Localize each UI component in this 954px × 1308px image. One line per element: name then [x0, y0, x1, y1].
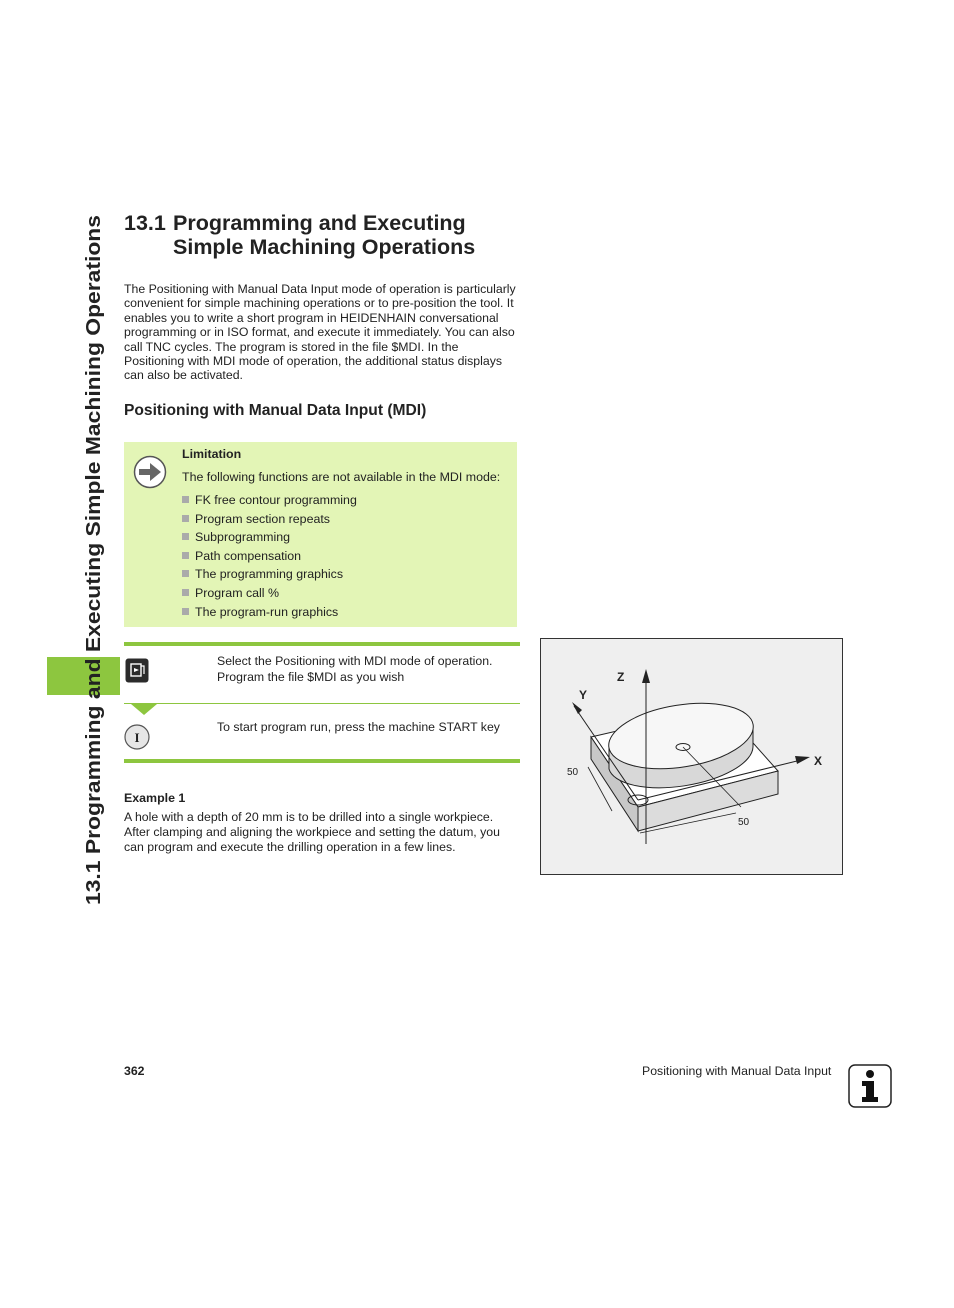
step-text-start: To start program run, press the machine START key [217, 720, 500, 734]
svg-text:I: I [134, 730, 140, 745]
separator-arrow-icon [131, 704, 157, 716]
section-number: 13.1 [124, 211, 166, 235]
intro-paragraph: The Positioning with Manual Data Input mode of operation is particularly convenient for simple machining operations or to pre-position the tool. It enables you to write a short program in HEIDENHAIN conversational programming or in ISO format, and execute it immediately. You can also call TNC cycles. The program is stored in the file $MDI. In the Positioning with MDI mode of operation, the additional status displays can also be activated. [124, 282, 516, 383]
workpiece-drawing [541, 639, 842, 874]
list-item: FK free contour programming [182, 493, 357, 512]
axis-z-label: Z [617, 670, 625, 684]
arrow-right-icon [133, 455, 167, 489]
limitation-list [182, 493, 357, 623]
dim-left-label: 50 [567, 767, 579, 778]
step-separator [124, 703, 520, 704]
step-table-top-bar [124, 642, 520, 646]
axis-x-label: X [814, 754, 823, 768]
axis-y-label: Y [579, 688, 588, 702]
example-title: Example 1 [124, 791, 186, 805]
list-item: Program section repeats [182, 512, 357, 531]
step-table-bottom-bar [124, 759, 520, 763]
section-title-line2: Simple Machining Operations [173, 235, 476, 259]
list-item: Path compensation [182, 549, 357, 568]
section-title [124, 211, 475, 259]
note-title: Limitation [182, 447, 242, 461]
list-item: Subprogramming [182, 530, 357, 549]
note-text: The following functions are not available in the MDI mode: [182, 470, 501, 484]
limitation-note [124, 442, 517, 627]
side-title-text: 13.1 Programming and Executing Simple Machining Operations [82, 286, 105, 905]
dim-bottom-label: 50 [738, 817, 750, 828]
footer-text: Positioning with Manual Data Input [642, 1064, 832, 1078]
info-icon [848, 1064, 892, 1108]
machine-start-key-icon [124, 724, 150, 750]
chapter-tab [47, 657, 120, 695]
page-number: 362 [124, 1064, 145, 1078]
subheading: Positioning with Manual Data Input (MDI) [124, 402, 427, 419]
example-text: A hole with a depth of 20 mm is to be drilled into a single workpiece. After clamping and aligning the workpiece and setting the datum, you can program and execute the drilling operation in a few lines. [124, 810, 500, 854]
workpiece-figure [540, 638, 843, 875]
mdi-mode-key-icon [125, 658, 149, 683]
list-item: The programming graphics [182, 567, 357, 586]
list-item: The program-run graphics [182, 605, 357, 624]
list-item: Program call % [182, 586, 357, 605]
section-title-line1: Programming and Executing [173, 211, 466, 235]
step-text-mdi: Select the Positioning with MDI mode of operation. Program the file $MDI as you wish [217, 654, 493, 684]
